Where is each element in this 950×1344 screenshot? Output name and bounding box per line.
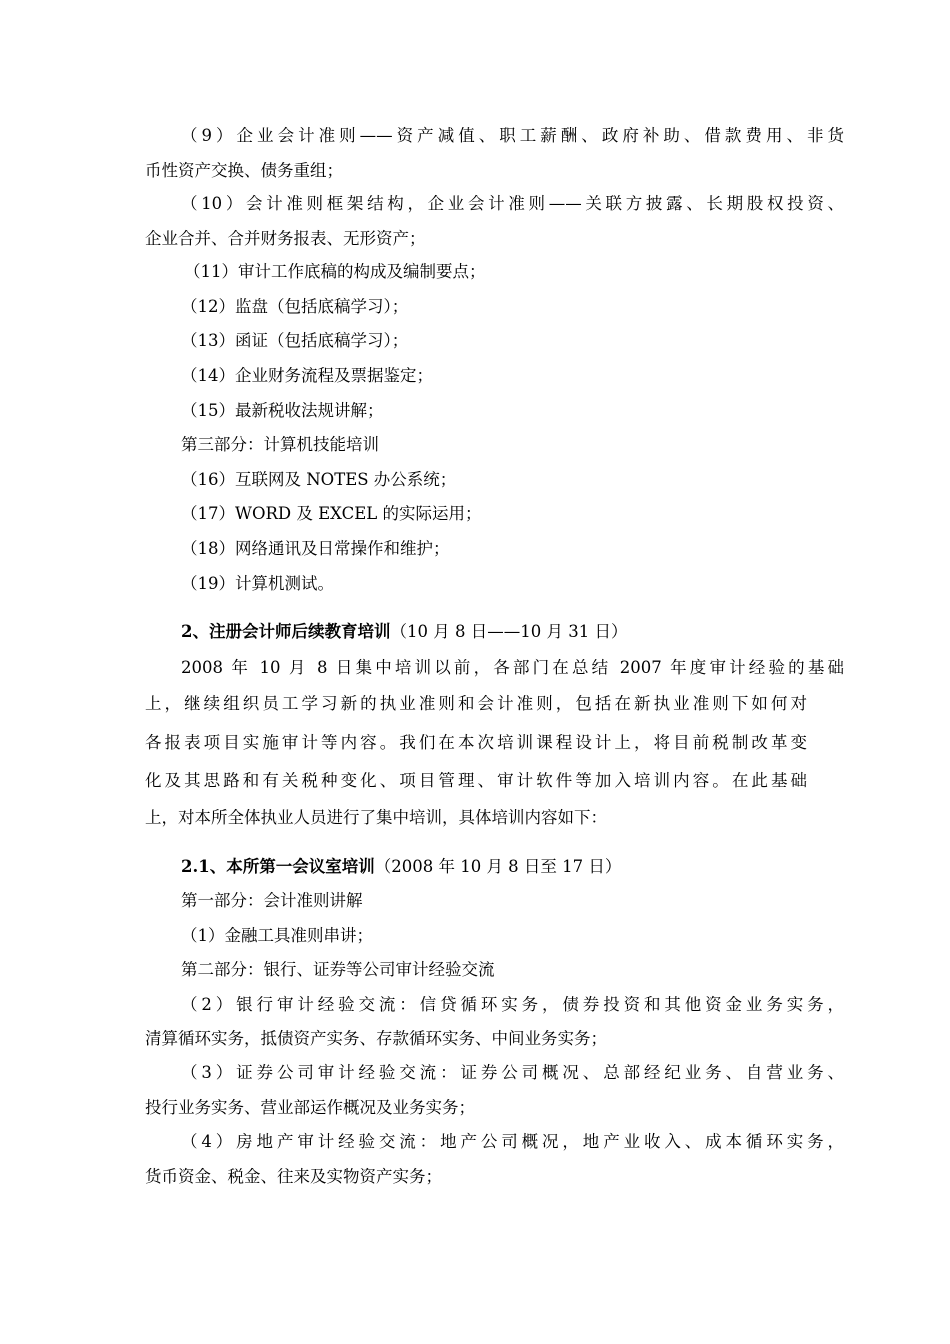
line-text: 企业合并、合并财务报表、无形资产； [145,229,426,248]
paragraph-line [145,1097,475,1119]
paragraph-line [181,503,482,525]
line-text: （4）房地产审计经验交流：地产公司概况，地产业收入、成本循环实务， [181,1132,844,1151]
line-text: 第一部分：会计准则讲解 [181,891,363,910]
paragraph-line [145,1028,607,1050]
paragraph-line [181,400,384,422]
line-text: （18）网络通讯及日常操作和维护； [181,539,450,558]
paragraph-line [181,959,495,981]
paragraph-line [145,732,807,754]
line-text: 清算循环实务，抵债资产实务、存款循环实务、中间业务实务； [145,1029,607,1048]
paragraph-line [145,807,607,829]
line-text: （10 月 8 日——10 月 31 日） [390,622,628,641]
line-text: （17）WORD 及 EXCEL 的实际运用； [181,504,482,523]
paragraph-line [181,573,334,595]
paragraph-line [181,657,844,679]
paragraph-line [145,160,343,182]
line-text: 各报表项目实施审计等内容。我们在本次培训课程设计上，将目前税制改革变 [145,733,807,752]
line-text: （19）计算机测试。 [181,574,334,593]
line-text: 投行业务实务、营业部运作概况及业务实务； [145,1098,475,1117]
line-text: （13）函证（包括底稿学习）； [181,331,409,350]
heading-bold-text: 2.1、本所第一会议室培训 [181,857,375,876]
line-text: （1）金融工具准则串讲； [181,926,373,945]
line-text: （3）证券公司审计经验交流：证券公司概况、总部经纪业务、自营业务、 [181,1063,844,1082]
paragraph-line [181,890,363,912]
paragraph-line [145,1166,442,1188]
paragraph-line [181,125,844,147]
paragraph-line [181,296,408,318]
line-text: （16）互联网及 NOTES 办公系统； [181,470,457,489]
line-text: （2）银行审计经验交流：信贷循环实务，债券投资和其他资金业务实务， [181,995,844,1014]
section-heading [181,621,627,643]
paragraph-line [181,994,844,1016]
line-text: （2008 年 10 月 8 日至 17 日） [374,857,622,876]
line-text: 上，继续组织员工学习新的执业准则和会计准则，包括在新执业准则下如何对 [145,694,807,713]
line-text: 化及其思路和有关税种变化、项目管理、审计软件等加入培训内容。在此基础 [145,771,807,790]
paragraph-line [145,770,807,792]
paragraph-line [181,330,408,352]
paragraph-line [181,434,379,456]
line-text: 货币资金、税金、往来及实物资产实务； [145,1167,442,1186]
paragraph-line [181,1131,844,1153]
section-heading [181,856,621,878]
line-text: （12）监盘（包括底稿学习）； [181,297,409,316]
paragraph-line [181,925,373,947]
line-text: （11）审计工作底稿的构成及编制要点； [184,262,486,281]
line-text: （9）企业会计准则——资产减值、职工薪酬、政府补助、借款费用、非货 [181,126,844,145]
line-text: 2008 年 10 月 8 日集中培训以前，各部门在总结 2007 年度审计经验的基础 [181,658,844,677]
line-text: （10）会计准则框架结构，企业会计准则——关联方披露、长期股权投资、 [181,194,844,213]
paragraph-line [184,261,486,283]
line-text: （15）最新税收法规讲解； [181,401,384,420]
line-text: 第二部分：银行、证券等公司审计经验交流 [181,960,495,979]
paragraph-line [181,1062,844,1084]
line-text: 第三部分：计算机技能培训 [181,435,379,454]
paragraph-line [181,538,450,560]
line-text: 上，对本所全体执业人员进行了集中培训，具体培训内容如下： [145,808,607,827]
line-text: （14）企业财务流程及票据鉴定； [181,366,433,385]
heading-bold-text: 2、注册会计师后续教育培训 [181,622,391,641]
paragraph-line [181,469,456,491]
paragraph-line [145,693,807,715]
line-text: 币性资产交换、债务重组； [145,161,343,180]
paragraph-line [181,193,844,215]
paragraph-line [181,365,433,387]
paragraph-line [145,228,426,250]
